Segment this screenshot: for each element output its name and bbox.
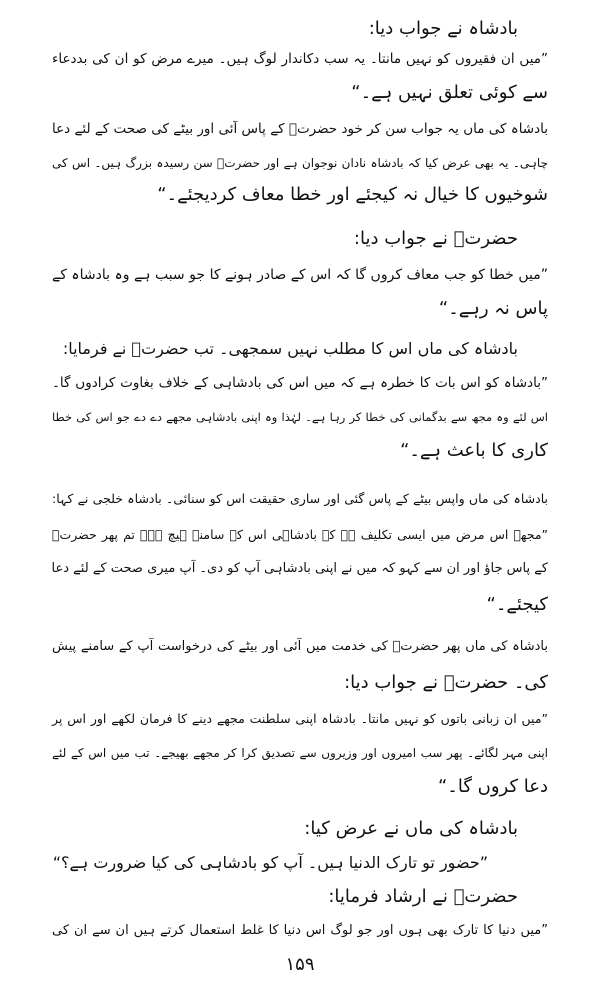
- text-line: ”میں خطا کو جب معاف کروں گا کہ اس کے صادر ہونے کا جو سبب ہے وہ بادشاہ کے: [52, 267, 548, 283]
- text-line: بادشاہ کی ماں واپس بیٹے کے پاس گئی اور ساری حقیقت اس کو سنائی۔ بادشاہ خلجی نے کہا:: [52, 491, 548, 506]
- text-line: حضرتؒ نے ارشاد فرمایا:: [328, 886, 518, 907]
- text-line: چاہی۔ یہ بھی عرض کیا کہ بادشاہ نادان نوجوان ہے اور حضرتؒ سن رسیدہ بزرگ ہیں۔ اس کی: [52, 156, 548, 170]
- text-line: ”مجھے اس مرض میں ایسی تکلیف ہے کہ بادشاہی اس کے سامنے ہیچ ہے۔ تم پھر حضرتؒ: [52, 527, 548, 542]
- text-line: بادشاہ کی ماں نے عرض کیا:: [304, 818, 518, 839]
- text-line: اپنی مہر لگائے۔ پھر سب امیروں اور وزیروں سے تصدیق کرا کر مجھے بھیجے۔ تب میں اس کے لئے: [52, 746, 548, 760]
- text-line: حضرتؒ نے جواب دیا:: [353, 228, 518, 249]
- text-line: ”بادشاہ کو اس بات کا خطرہ ہے کہ میں اس کی بادشاہی کے خلاف بغاوت کرادوں گا۔: [52, 375, 548, 391]
- text-line: بادشاہ کی ماں یہ جواب سن کر خود حضرتؒ کے پاس آئی اور بیٹے کی صحت کے لئے دعا: [52, 121, 548, 137]
- text-line: دعا کروں گا۔“: [437, 776, 548, 797]
- text-line: شوخیوں کا خیال نہ کیجئے اور خطا معاف کردیجئے۔“: [157, 184, 548, 205]
- page-number: ۱۵۹: [285, 954, 315, 975]
- text-line: بادشاہ نے جواب دیا:: [368, 18, 518, 39]
- text-line: اس لئے وہ مجھ سے بدگمانی کی خطا کر رہا ہے۔ لہٰذا وہ اپنی بادشاہی مجھے دے دے جو اس کی خطا: [52, 410, 548, 424]
- text-line: بادشاہ کی ماں پھر حضرتؒ کی خدمت میں آئی اور بیٹے کی درخواست آپ کے سامنے پیش: [52, 639, 548, 654]
- text-line: ”میں دنیا کا تارک بھی ہوں اور جو لوگ اس دنیا کا غلط استعمال کرتے ہیں ان سے ان کی: [52, 923, 548, 938]
- text-line: پاس نہ رہے۔“: [438, 298, 548, 319]
- text-line: ”میں ان زبانی باتوں کو نہیں مانتا۔ بادشاہ اپنی سلطنت مجھے دینے کا فرمان لکھے اور اس پر: [52, 711, 548, 726]
- text-line: ”حضور تو تارک الدنیا ہیں۔ آپ کو بادشاہی کی کیا ضرورت ہے؟“: [52, 853, 488, 872]
- text-line: سے کوئی تعلق نہیں ہے۔“: [351, 82, 548, 103]
- text-line: کیجئے۔“: [486, 594, 548, 615]
- text-line: بادشاہ کی ماں اس کا مطلب نہیں سمجھی۔ تب حضرتؒ نے فرمایا:: [62, 339, 518, 358]
- text-line: کی۔ حضرتؒ نے جواب دیا:: [344, 672, 548, 693]
- text-line: ”میں ان فقیروں کو نہیں مانتا۔ یہ سب دکاندار لوگ ہیں۔ میرے مرض کو ان کی بددعاء: [52, 51, 548, 67]
- text-line: کے پاس جاؤ اور ان سے کہو کہ میں نے اپنی بادشاہی آپ کو دی۔ آپ میری صحت کے لئے دعا: [51, 561, 548, 576]
- text-line: کاری کا باعث ہے۔“: [400, 440, 548, 461]
